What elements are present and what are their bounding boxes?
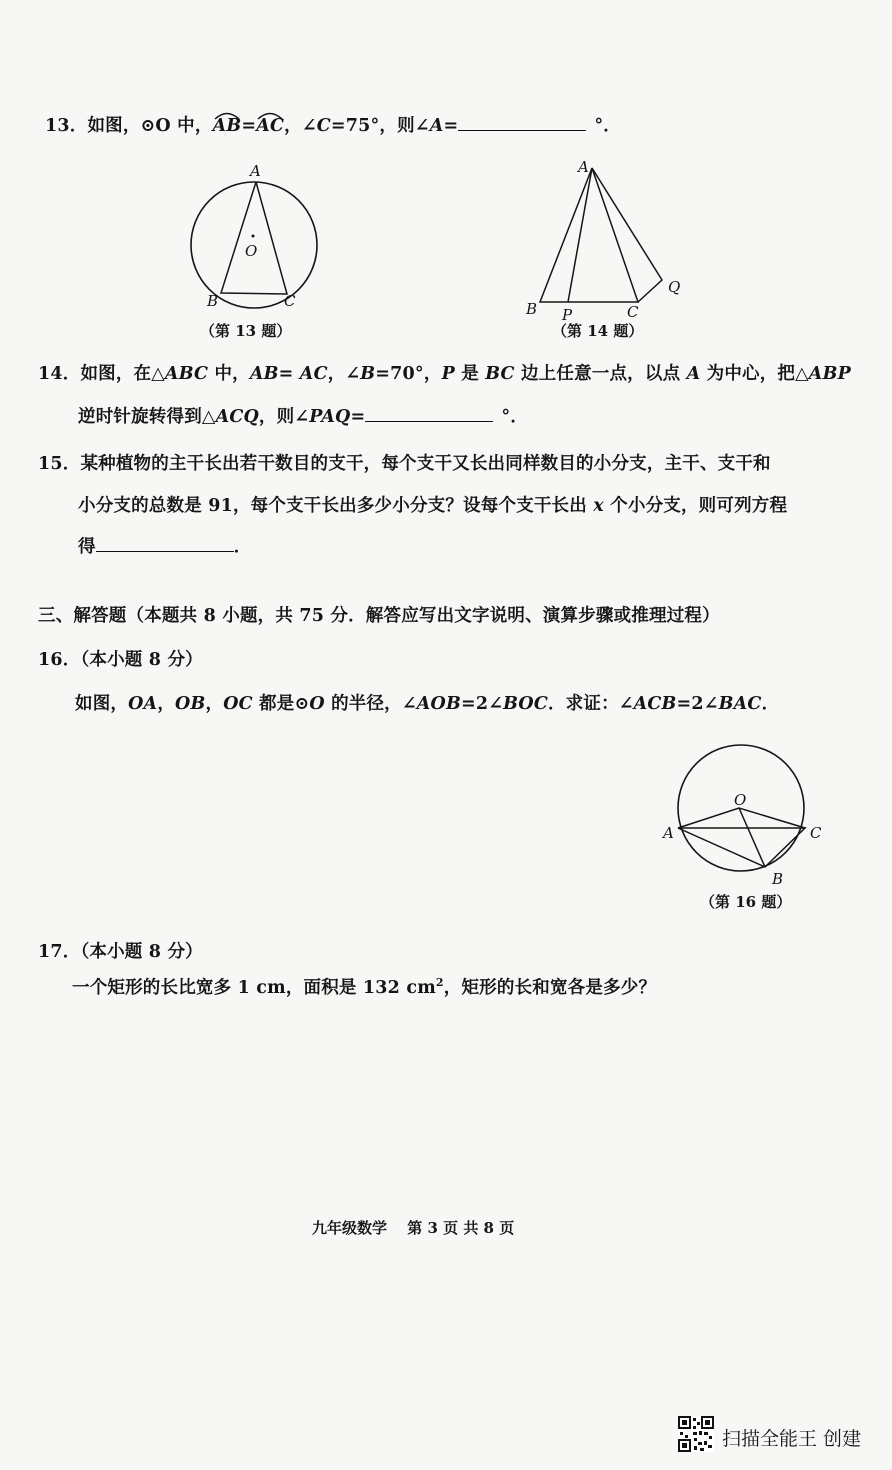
label-c: C (284, 292, 296, 310)
answer-blank-13[interactable] (458, 129, 586, 131)
question-15-line-2: 小分支的总数是 91，每个支干长出多少小分支？设每个支干长出 x 个小分支，则可列方程 (78, 496, 788, 516)
label-o-16: O (734, 791, 747, 809)
segment-ap (568, 168, 592, 302)
arc-ac: AC (256, 116, 284, 136)
label-a: A (250, 162, 261, 180)
caption-14: （第 14 题） (552, 322, 644, 340)
question-14-line-2: 逆时针旋转得到△ACQ，则∠PAQ= °． (78, 407, 529, 427)
question-13-text: 13．如图，⊙O 中， AB= AC，∠C=75°，则∠A= °． (45, 112, 621, 137)
label-o: O (245, 242, 258, 260)
caption-16: （第 16 题） (700, 893, 792, 911)
label-b-16: B (772, 870, 784, 886)
page-footer: 九年级数学 第 3 页 共 8 页 (312, 1219, 515, 1237)
triangle-abc (221, 182, 287, 294)
label-a-14: A (578, 158, 589, 176)
arc-mark-icon (256, 110, 284, 120)
section-3-heading: 三、解答题（本题共 8 小题，共 75 分．解答应写出文字说明、演算步骤或推理过程） (38, 606, 720, 626)
arc-mark-icon (213, 110, 241, 120)
label-c-14: C (627, 303, 639, 321)
question-16-heading: 16．（本小题 8 分） (38, 650, 203, 670)
arc-ab: AB (213, 116, 242, 136)
question-16-body: 如图，OA，OB，OC 都是⊙O 的半径，∠AOB=2∠BOC．求证：∠ACB=2∠BAC． (75, 694, 780, 714)
radius-ob (739, 808, 765, 867)
answer-blank-14[interactable] (365, 420, 493, 422)
question-14-line-1: 14．如图，在△ABC 中，AB= AC，∠B=70°，P 是 BC 边上任意一点，以点 A 为中心，把△ABP (38, 364, 851, 384)
question-17-body: 一个矩形的长比宽多 1 cm，面积是 132 $cm^2$，矩形的长和宽各是多少？ (72, 976, 657, 998)
triangle-acb (678, 828, 805, 867)
label-b: B (207, 292, 219, 310)
label-q-14: Q (668, 278, 681, 296)
qr-code-icon (678, 1416, 714, 1452)
label-a-16: A (663, 824, 674, 842)
answer-blank-15[interactable] (96, 550, 234, 552)
center-dot (252, 235, 255, 238)
label-c-16: C (810, 824, 822, 842)
radii-oa-oc (678, 808, 805, 828)
label-p-14: P (562, 306, 573, 324)
question-15-line-3: 得 ． (78, 537, 252, 557)
question-17-heading: 17．（本小题 8 分） (38, 942, 203, 962)
caption-13: （第 13 题） (200, 322, 292, 340)
figure-14 (520, 152, 695, 324)
segment-aqc (592, 168, 662, 302)
scanner-watermark: 扫描全能王 创建 (722, 1428, 862, 1450)
figure-16 (660, 736, 840, 886)
question-15-line-1: 15．某种植物的主干长出若干数目的支干，每个支干又长出同样数目的小分支，主干、支干和 (38, 454, 771, 474)
figure-13 (185, 160, 325, 310)
label-b-14: B (526, 300, 538, 318)
